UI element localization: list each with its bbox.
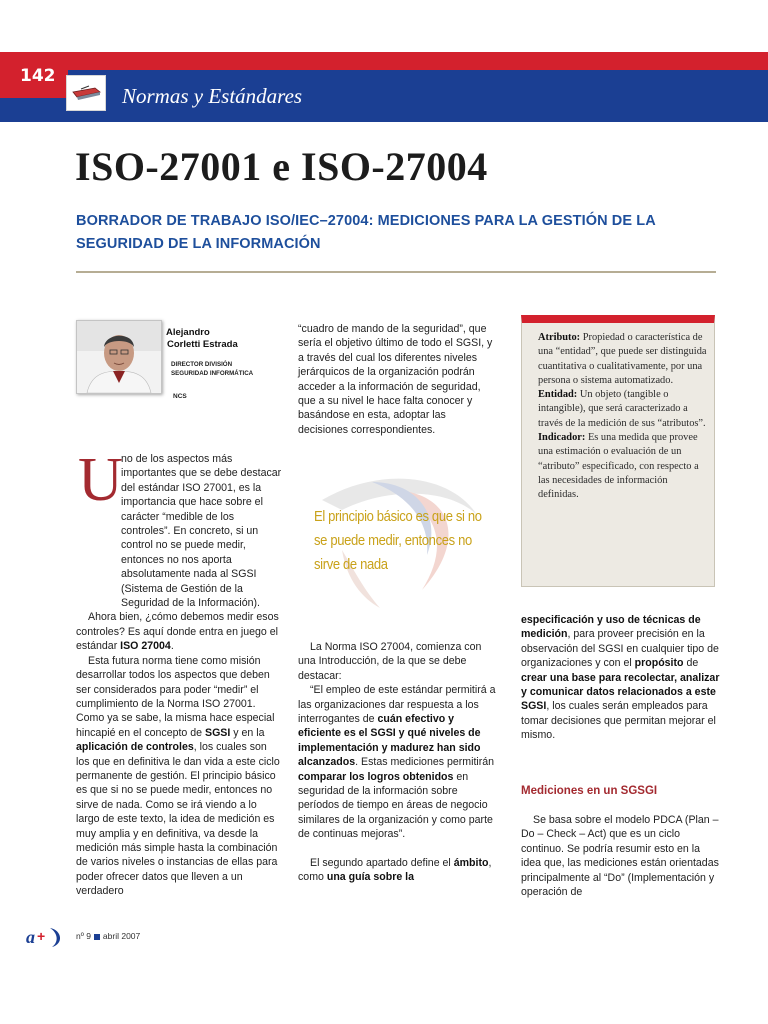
paragraph: El segundo apartado define el ámbito, como una guía sobre la (298, 856, 492, 884)
author-organization: NCS (173, 393, 187, 400)
definition-entidad: Entidad: Un objeto (tangible o intangible), que será caracterizado a través de la medición de sus “atributos”. (538, 389, 706, 429)
title-divider (76, 271, 716, 273)
author-role: DIRECTOR DIVISIÓN SEGURIDAD INFORMÁTICA (171, 361, 254, 377)
drop-cap: U (78, 446, 123, 514)
author-photo (76, 320, 162, 394)
paragraph: especificación y uso de técnicas de medición, para proveer precisión en la observación del SGSI en cualquier tipo de organizaciones y con el propósito de crear una base para recolectar, analizar y comunicar datos relacionados a este SGSI, los cuales serán empleados para tomar decisiones que permitan mejorar el mismo. (521, 614, 720, 742)
page-number: 142 (20, 66, 56, 86)
magazine-logo (26, 926, 68, 948)
section-heading: Mediciones en un SGSGI (521, 785, 658, 797)
column-3-top (521, 613, 721, 743)
header-blue-band (0, 70, 768, 122)
section-icon (66, 75, 106, 111)
pull-quote: El principio básico es que si no se puede medir, entonces no sirve de nada (314, 509, 482, 573)
header-red-band (0, 52, 768, 70)
article-title: ISO-27001 e ISO-27004 (75, 144, 488, 189)
article-subtitle: BORRADOR DE TRABAJO ISO/IEC–27004: MEDICIONES PARA LA GESTIÓN DE LA SEGURIDAD DE LA INFORMACIÓN (76, 213, 656, 253)
svg-text:+: + (37, 928, 46, 944)
author-name: Alejandro Corletti Estrada (166, 327, 238, 350)
column-3-bottom (521, 813, 721, 899)
definition-indicador: Indicador: Es una medida que provee una estimación o evaluación de un “atributo” especificado, con respecto a las necesidades de información definidas. (538, 432, 699, 501)
paragraph: La Norma ISO 27004, comienza con una Introducción, de la que se debe destacar: (298, 641, 482, 682)
column-1 (76, 452, 282, 899)
column-2-bottom (298, 640, 498, 885)
svg-text:a: a (26, 927, 35, 947)
footer-square (94, 934, 100, 940)
paragraph: Esta futura norma tiene como misión desarrollar todos los aspectos que deben ser considerados para poder “medir” el cumplimiento de la Norma ISO 27001. Como ya se sabe, la misma hace especial hincapié en el concepto de SGSI y en la aplicación de controles, los cuales son los que en definitiva le dan vida a este ciclo permanente de gestión. El principio básico es que si no se puede medir, entonces no sirve de nada. Como se irá viendo a lo largo de este texto, la idea de medición es muy amplia y en definitiva, va desde la medición más simple hasta la combinación de varios niveles o instancias de ellas para poder ofrecer datos que lleven a un verdadero (76, 654, 280, 898)
section-title: Normas y Estándares (122, 84, 303, 108)
column-2-top (298, 322, 498, 437)
footer-issue: nº 9 abril 2007 (76, 931, 141, 941)
paragraph: Ahora bien, ¿cómo debemos medir esos controles? Es aquí donde entra en juego el estándar ISO 27004. (76, 611, 279, 653)
definitions-text (538, 331, 708, 503)
paragraph: Se basa sobre el modelo PDCA (Plan – Do – Check – Act) que es un ciclo continuo. Se podría resumir esto en la idea que, las mediciones están orientadas principalmente al “Do” (Implementación y operación de (521, 814, 719, 899)
paragraph: “El empleo de este estándar permitirá a las organizaciones dar respuesta a los interrogantes de cuán efectivo y eficiente es el SGSI y qué niveles de implementación y madurez han sido alcanzados. Estas mediciones permitirán comparar los logros obtenidos en seguridad de la información sobre períodos de tiempo en áreas de negocio similares de la organización y como parte de continuas mejoras”. (298, 684, 496, 841)
paragraph-intro: no de los aspectos más importantes que se debe destacar del estándar ISO 27001, es la importancia que hace sobre el carácter “medible de los controles”. En concreto, si un control no se puede medir, entonces no nos aporta absolutamente nada al SGSI (Sistema de Gestión de la Seguridad de la Información). (121, 453, 282, 610)
definition-atributo: Atributo: Propiedad o característica de una “entidad”, que puede ser distinguida cuantitativa o cualitativamente, por una persona o sistema automatizado. (538, 332, 707, 386)
paragraph: “cuadro de mando de la seguridad”, que sería el objetivo último de todo el SGSI, y a través del cual los diferentes niveles jerárquicos de la organización podrán acceder a la información de seguridad, que a su nivel le hace falta conocer y basándose en esta, adoptar las decisiones correspondientes. (298, 323, 493, 436)
